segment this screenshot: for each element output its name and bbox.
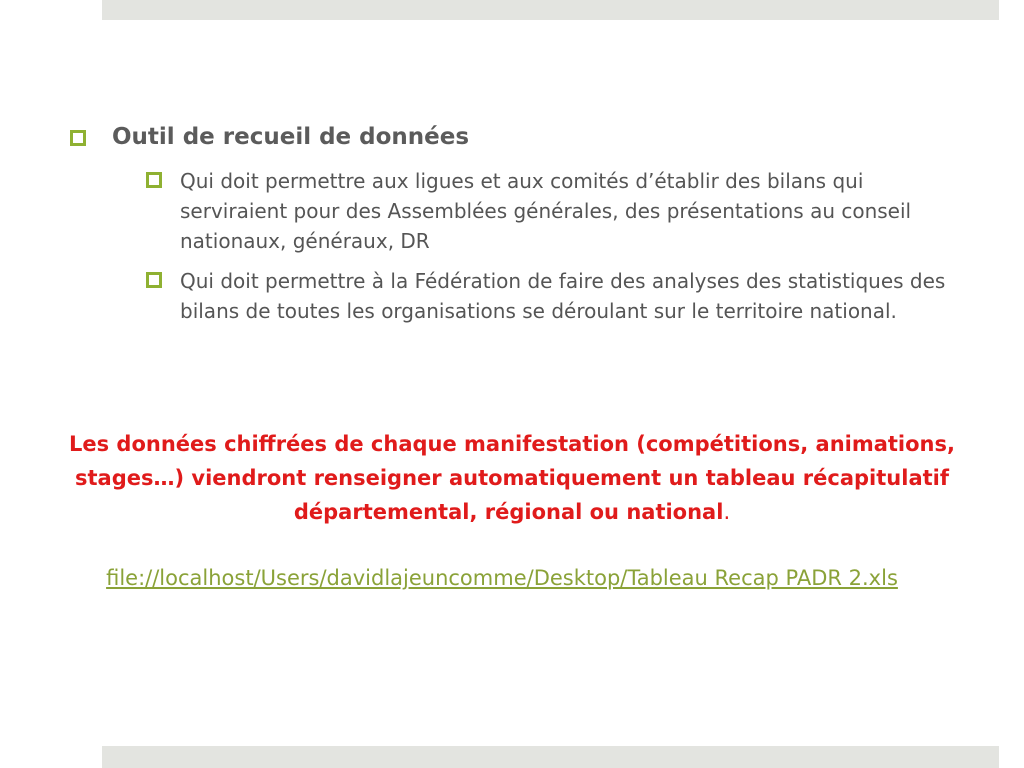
top-decorative-bar: [102, 0, 999, 20]
bottom-decorative-bar: [102, 746, 999, 768]
square-bullet-icon: [146, 172, 162, 188]
highlight-paragraph: [50, 427, 974, 529]
highlight-period: .: [723, 500, 731, 524]
sub-bullet-text: Qui doit permettre aux ligues et aux comités d’établir des bilans qui serviraient pour des Assemblées générales, des présentations au conseil nationaux, généraux, DR: [180, 169, 912, 253]
bullet-heading: Outil de recueil de données: [112, 124, 470, 150]
highlight-text: Les données chiffrées de chaque manifestation (compétitions, animations, stages…) viendront renseigner automatiquement un tableau récapitulatif départemental, régional ou national: [69, 432, 955, 524]
sub-bullet-text: Qui doit permettre à la Fédération de faire des analyses des statistiques des bilans de toutes les organisations se déroulant sur le territoire national.: [180, 269, 946, 323]
square-bullet-icon: [70, 130, 86, 146]
square-bullet-icon: [146, 272, 162, 288]
file-link[interactable]: file://localhost/Users/davidlajeuncomme/Desktop/Tableau Recap PADR 2.xls: [106, 566, 898, 590]
